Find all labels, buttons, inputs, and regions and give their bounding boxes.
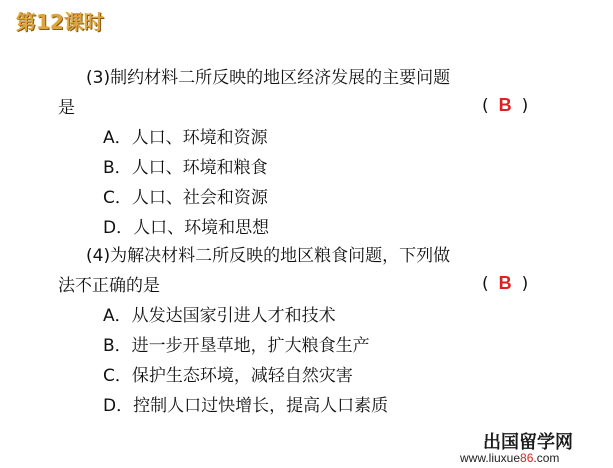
q3-option-b: B．人口、环境和粮食: [103, 158, 268, 178]
q4-option-d: D．控制人口过快增长，提高人口素质: [103, 396, 389, 416]
q4-option-c: C．保护生态环境，减轻自然灾害: [103, 366, 353, 386]
q3-answer: B: [498, 95, 512, 115]
q3-option-a: A．人口、环境和资源: [103, 128, 268, 148]
watermark-url-accent: 86: [520, 451, 534, 465]
watermark-url-prefix: www.liuxue: [460, 451, 521, 465]
q3-option-c: C．人口、社会和资源: [103, 188, 268, 208]
q4-option-b: B．进一步开垦草地，扩大粮食生产: [103, 336, 370, 356]
q4-answer-close: ): [521, 274, 529, 294]
q4-stem-line2: 法不正确的是: [58, 276, 160, 296]
q4-option-a: A．从发达国家引进人才和技术: [103, 306, 336, 326]
q4-answer: B: [498, 273, 512, 293]
q3-stem-line2: 是: [58, 98, 75, 118]
watermark-url: [460, 451, 559, 465]
watermark-site-name: 出国留学网: [483, 432, 573, 453]
q3-stem-line1: (3)制约材料二所反映的地区经济发展的主要问题: [86, 68, 451, 88]
q3-answer-slot: [482, 95, 528, 116]
q3-answer-open: (: [482, 96, 489, 116]
watermark-url-suffix: .com: [533, 451, 560, 465]
q4-answer-slot: [482, 273, 528, 294]
q3-option-d: D．人口、环境和思想: [103, 218, 270, 238]
q4-stem-line1: (4)为解决材料二所反映的地区粮食问题，下列做: [86, 246, 451, 266]
lesson-title: 第12课时: [16, 10, 104, 34]
q3-answer-close: ): [521, 96, 529, 116]
q4-answer-open: (: [482, 274, 489, 294]
